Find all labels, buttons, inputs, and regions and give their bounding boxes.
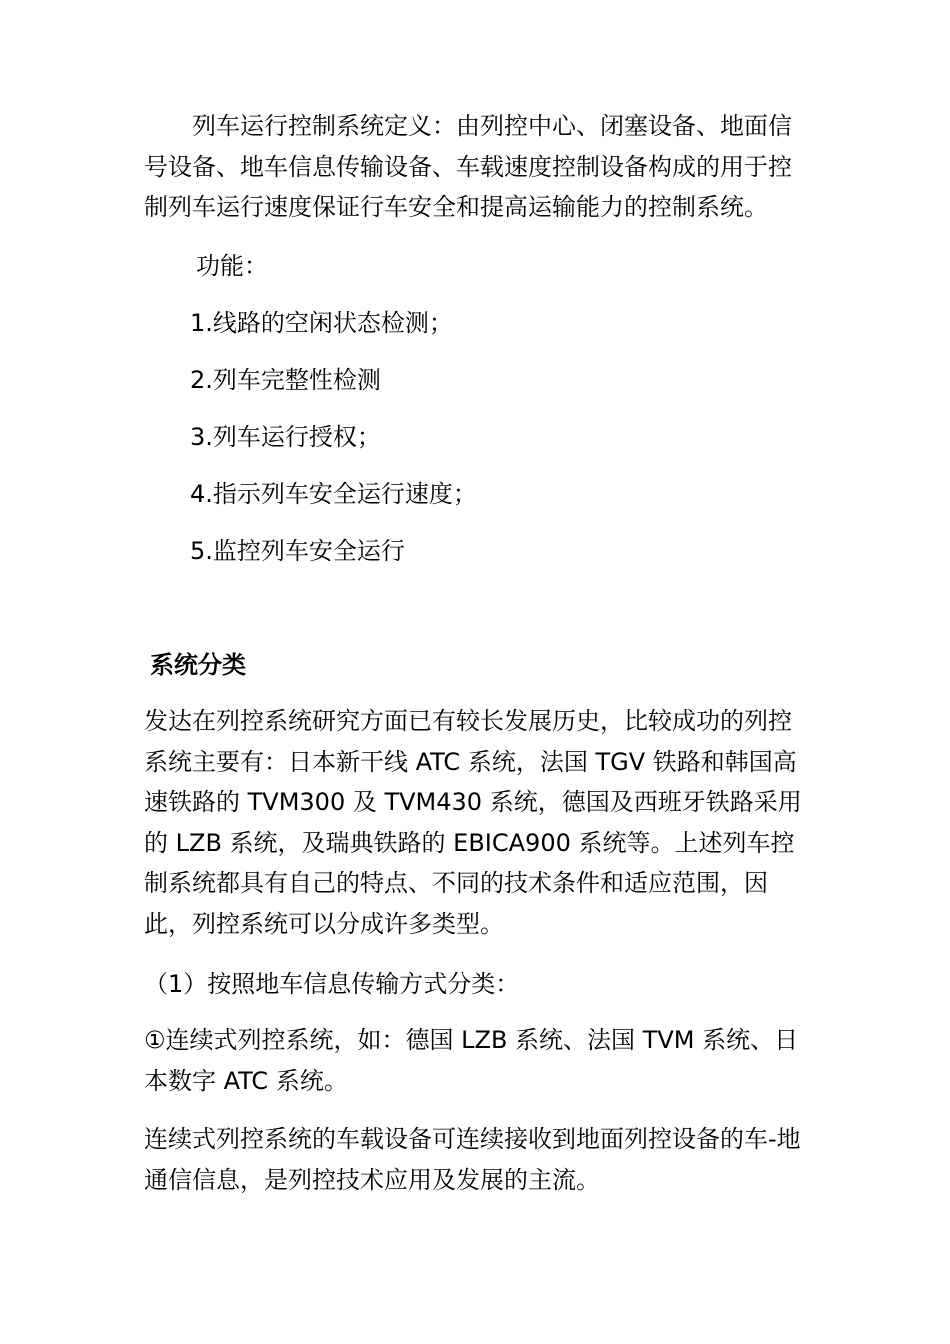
- transmission-class-heading: （1）按照地车信息传输方式分类：: [144, 970, 520, 998]
- function-item-3: 3.列车运行授权；: [190, 423, 381, 451]
- function-item-2: 2.列车完整性检测: [190, 366, 381, 394]
- continuous-description-paragraph: 连续式列控系统的车载设备可连续接收到地面列控设备的车-地通信信息，是列控技术应用及发展的主流。: [144, 1125, 801, 1194]
- functions-label: 功能：: [196, 252, 268, 280]
- classification-intro-paragraph: 发达在列控系统研究方面已有较长发展历史，比较成功的列控系统主要有：日本新干线 ATC 系统，法国 TGV 铁路和韩国高速铁路的 TVM300 及 TVM430 系统，德国及西班牙铁路采用的 LZB 系统，及瑞典铁路的 EBICA900 系统等。上述列车控制系统都具有自己的特点、不同的技术条件和适应范围，因此，列控系统可以分成许多类型。: [144, 707, 802, 938]
- function-item-1: 1.线路的空闲状态检测；: [190, 309, 453, 337]
- function-item-4: 4.指示列车安全运行速度；: [190, 480, 477, 508]
- function-item-5: 5.监控列车安全运行: [190, 537, 405, 565]
- continuous-systems-paragraph: ①连续式列控系统，如：德国 LZB 系统、法国 TVM 系统、日本数字 ATC 系统。: [144, 1026, 799, 1095]
- classification-heading: 系统分类: [150, 651, 246, 679]
- definition-paragraph: 列车运行控制系统定义：由列控中心、闭塞设备、地面信号设备、地车信息传输设备、车载速度控制设备构成的用于控制列车运行速度保证行车安全和提高运输能力的控制系统。: [144, 112, 792, 221]
